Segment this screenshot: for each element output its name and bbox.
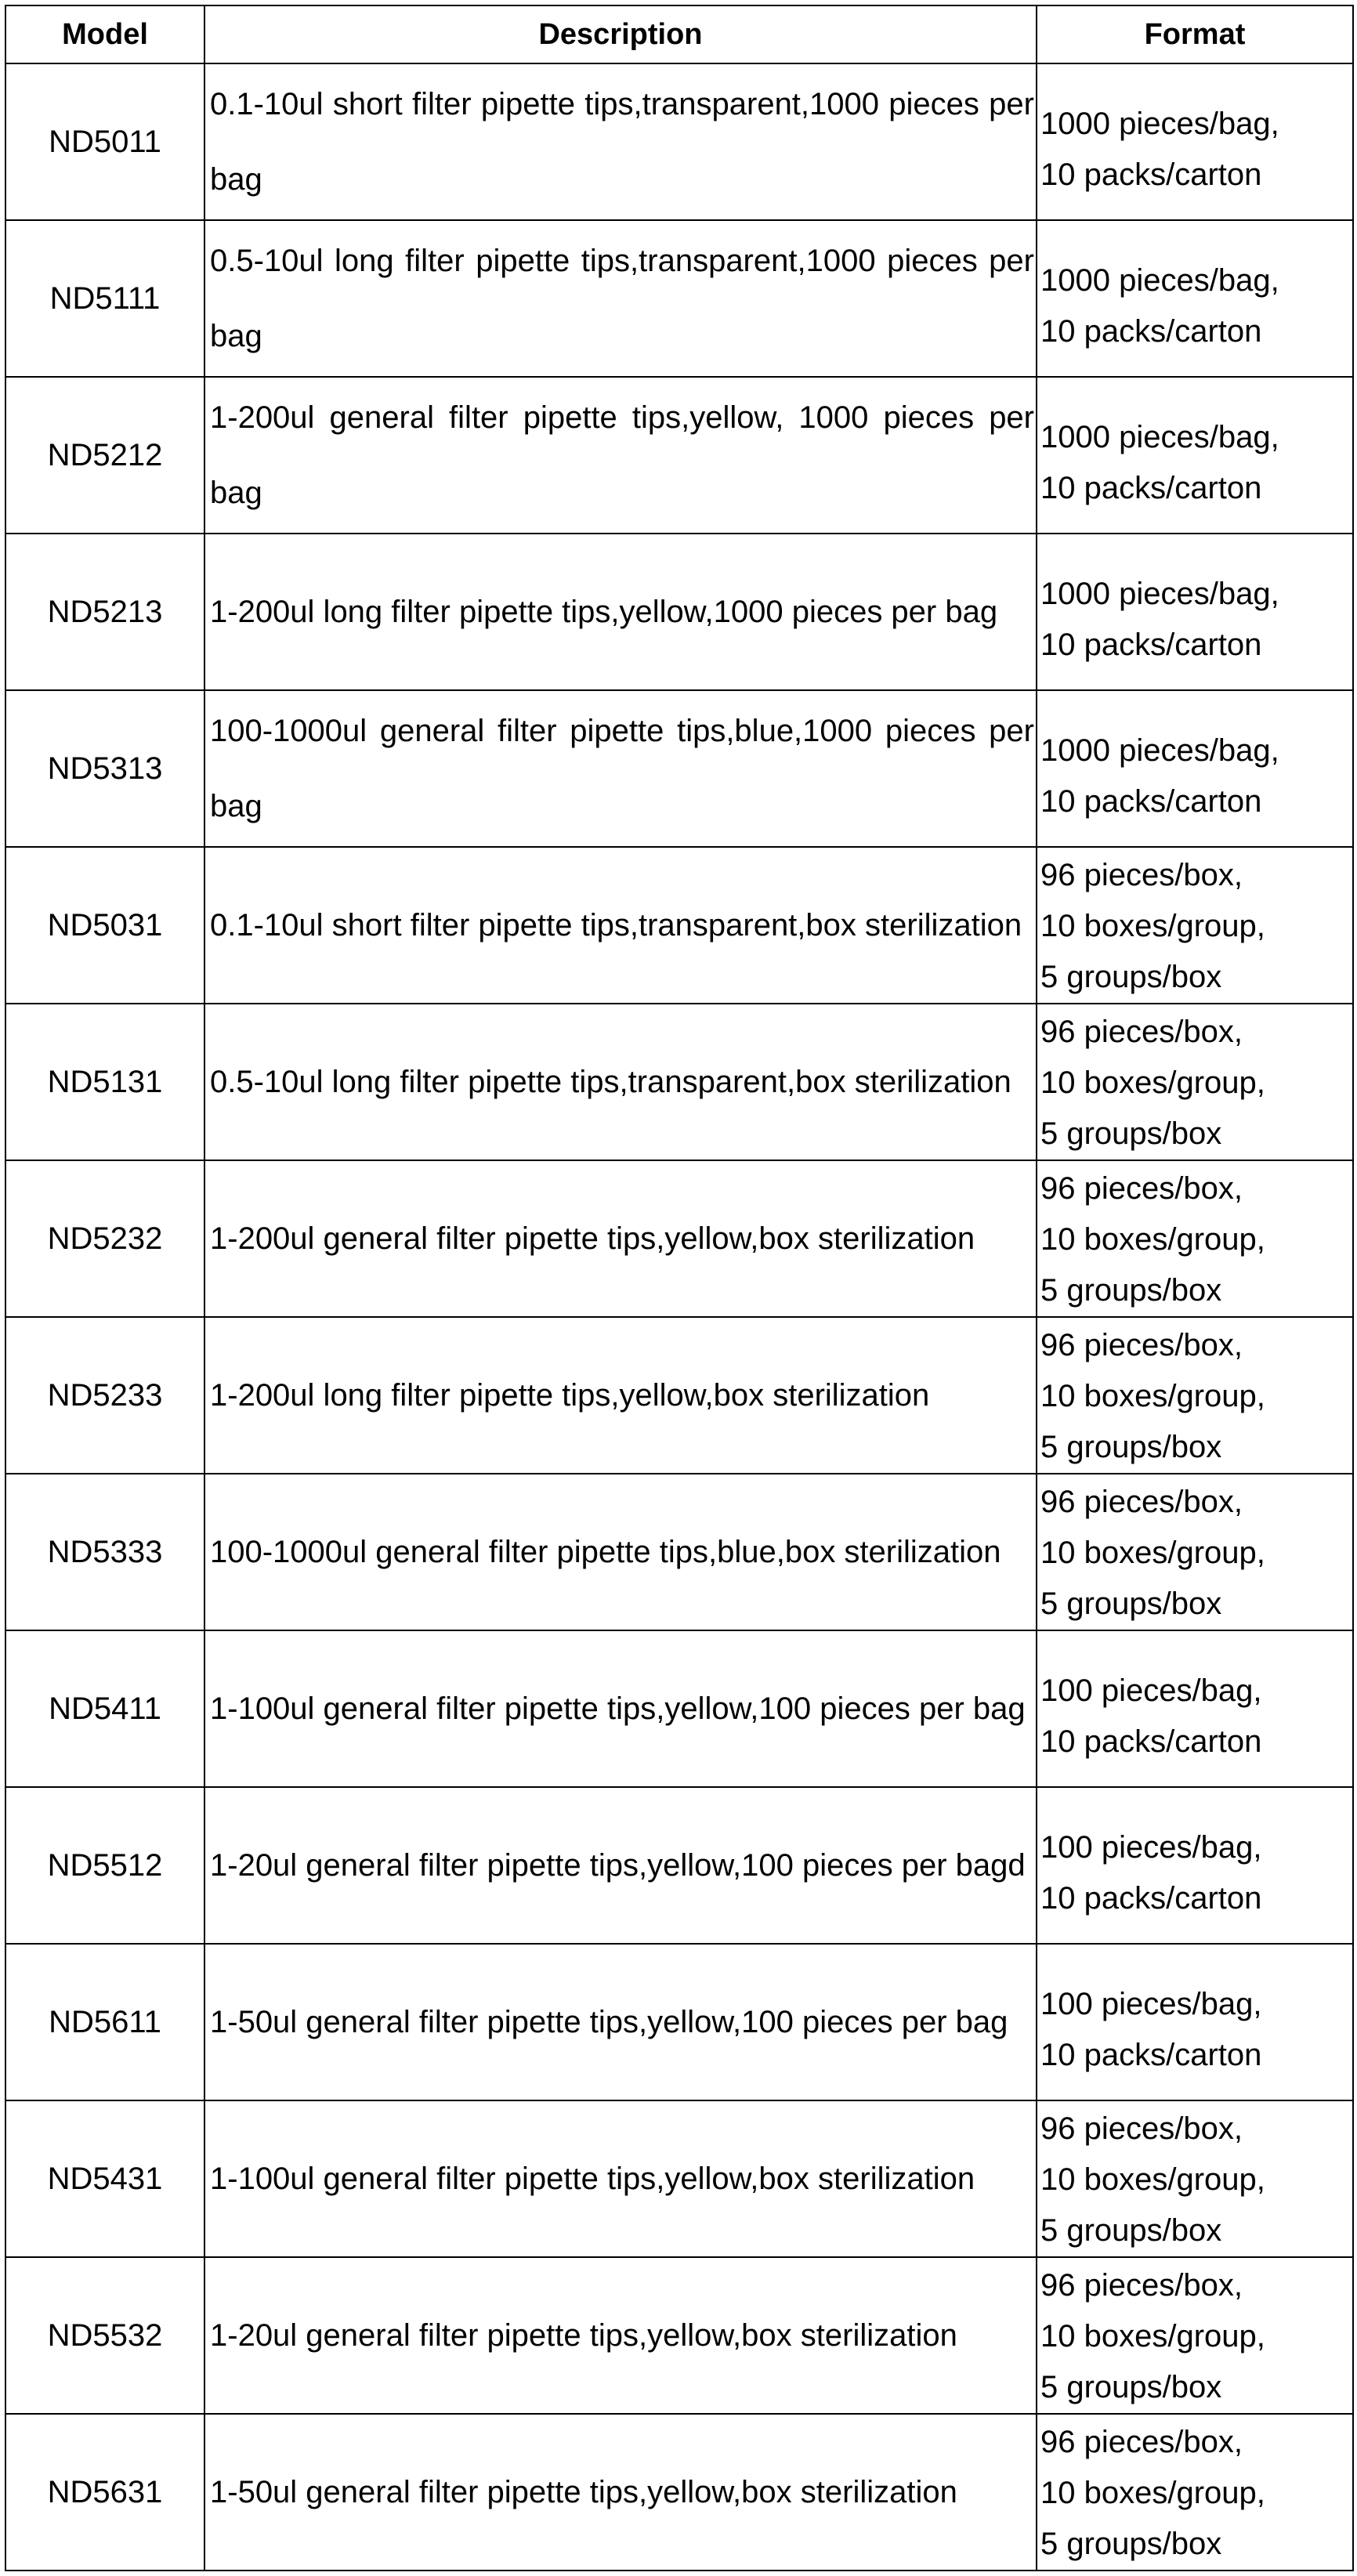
format-line: 100 pieces/bag,: [1040, 1673, 1262, 1708]
format-line: 5 groups/box: [1040, 1429, 1222, 1464]
description-cell: 1-50ul general filter pipette tips,yellow,100 pieces per bag: [204, 1944, 1037, 2100]
format-line: 5 groups/box: [1040, 1586, 1222, 1621]
table-row: [5, 1474, 1353, 1630]
description-cell: 1-200ul general filter pipette tips,yellow,box sterilization: [204, 1160, 1037, 1317]
table-row: [5, 2100, 1353, 2257]
format-lines: [1040, 1319, 1352, 1473]
format-cell: [1037, 2100, 1353, 2257]
format-line: 5 groups/box: [1040, 2212, 1222, 2248]
format-line: 10 packs/carton: [1040, 1724, 1262, 1759]
model-cell: ND5411: [5, 1630, 204, 1787]
table-row: [5, 2414, 1353, 2571]
format-line: 96 pieces/box,: [1040, 1484, 1243, 1519]
model-cell: ND5131: [5, 1004, 204, 1160]
model-cell: ND5611: [5, 1944, 204, 2100]
format-line: 10 packs/carton: [1040, 628, 1262, 662]
format-line: 5 groups/box: [1040, 1272, 1222, 1308]
format-cell: [1037, 534, 1353, 690]
header-model: Model: [5, 5, 204, 63]
model-cell: ND5431: [5, 2100, 204, 2257]
format-line: 96 pieces/box,: [1040, 1014, 1243, 1049]
description-cell: 0.5-10ul long filter pipette tips,transparent,1000 pieces per bag: [204, 220, 1037, 377]
format-line: 10 boxes/group,: [1040, 2162, 1265, 2197]
format-line: 10 boxes/group,: [1040, 2475, 1265, 2510]
description-cell: 100-1000ul general filter pipette tips,blue,1000 pieces per bag: [204, 690, 1037, 847]
format-lines: [1040, 396, 1352, 514]
model-cell: ND5532: [5, 2257, 204, 2414]
format-lines: [1040, 1650, 1352, 1767]
table-row: [5, 1004, 1353, 1160]
format-lines: [1040, 1005, 1352, 1160]
format-line: 100 pieces/bag,: [1040, 1830, 1262, 1865]
format-lines: [1040, 1807, 1352, 1924]
model-cell: ND5233: [5, 1317, 204, 1474]
table-row: [5, 534, 1353, 690]
format-line: 1000 pieces/bag,: [1040, 107, 1279, 141]
model-cell: ND5212: [5, 377, 204, 534]
description-cell: 1-20ul general filter pipette tips,yellow,box sterilization: [204, 2257, 1037, 2414]
table-row: [5, 63, 1353, 220]
format-line: 96 pieces/box,: [1040, 1170, 1243, 1206]
header-description: Description: [204, 5, 1037, 63]
format-line: 10 packs/carton: [1040, 1881, 1262, 1916]
format-cell: [1037, 1474, 1353, 1630]
format-line: 5 groups/box: [1040, 2369, 1222, 2404]
format-line: 10 boxes/group,: [1040, 908, 1265, 943]
format-line: 96 pieces/box,: [1040, 1327, 1243, 1362]
table-row: [5, 220, 1353, 377]
format-cell: [1037, 220, 1353, 377]
format-line: 10 boxes/group,: [1040, 2318, 1265, 2353]
format-line: 1000 pieces/bag,: [1040, 420, 1279, 454]
format-cell: [1037, 1944, 1353, 2100]
format-cell: [1037, 1317, 1353, 1474]
model-cell: ND5213: [5, 534, 204, 690]
format-line: 10 packs/carton: [1040, 2038, 1262, 2072]
format-line: 5 groups/box: [1040, 959, 1222, 994]
description-cell: 0.1-10ul short filter pipette tips,transparent,1000 pieces per bag: [204, 63, 1037, 220]
format-cell: [1037, 377, 1353, 534]
format-line: 1000 pieces/bag,: [1040, 577, 1279, 611]
table-header: [5, 5, 1353, 63]
format-lines: [1040, 710, 1352, 827]
table-row: [5, 847, 1353, 1004]
format-line: 10 packs/carton: [1040, 471, 1262, 505]
product-table: [5, 5, 1354, 2571]
model-cell: ND5011: [5, 63, 204, 220]
format-lines: [1040, 2415, 1352, 2570]
format-lines: [1040, 1162, 1352, 1316]
description-cell: 100-1000ul general filter pipette tips,blue,box sterilization: [204, 1474, 1037, 1630]
table-body: [5, 63, 1353, 2571]
model-cell: ND5111: [5, 220, 204, 377]
description-cell: 1-100ul general filter pipette tips,yellow,box sterilization: [204, 2100, 1037, 2257]
format-line: 1000 pieces/bag,: [1040, 733, 1279, 768]
table-row: [5, 1160, 1353, 1317]
format-line: 96 pieces/box,: [1040, 2111, 1243, 2146]
format-line: 10 boxes/group,: [1040, 1378, 1265, 1413]
format-line: 10 boxes/group,: [1040, 1065, 1265, 1100]
table-row: [5, 1787, 1353, 1944]
model-cell: ND5313: [5, 690, 204, 847]
table-row: [5, 1317, 1353, 1474]
header-format: Format: [1037, 5, 1353, 63]
format-lines: [1040, 2259, 1352, 2413]
format-cell: [1037, 1630, 1353, 1787]
model-cell: ND5512: [5, 1787, 204, 1944]
format-lines: [1040, 1963, 1352, 2081]
table-row: [5, 1630, 1353, 1787]
model-cell: ND5232: [5, 1160, 204, 1317]
description-cell: 0.5-10ul long filter pipette tips,transparent,box sterilization: [204, 1004, 1037, 1160]
format-cell: [1037, 63, 1353, 220]
format-cell: [1037, 2414, 1353, 2571]
format-line: 10 packs/carton: [1040, 157, 1262, 192]
header-row: [5, 5, 1353, 63]
table-row: [5, 690, 1353, 847]
format-cell: [1037, 690, 1353, 847]
format-line: 96 pieces/box,: [1040, 857, 1243, 892]
format-lines: [1040, 240, 1352, 357]
format-cell: [1037, 1787, 1353, 1944]
format-cell: [1037, 1160, 1353, 1317]
format-cell: [1037, 1004, 1353, 1160]
description-cell: 1-20ul general filter pipette tips,yellow,100 pieces per bagd: [204, 1787, 1037, 1944]
format-line: 10 boxes/group,: [1040, 1221, 1265, 1257]
table-row: [5, 377, 1353, 534]
table-row: [5, 2257, 1353, 2414]
description-cell: 0.1-10ul short filter pipette tips,transparent,box sterilization: [204, 847, 1037, 1004]
format-line: 100 pieces/bag,: [1040, 1987, 1262, 2021]
format-lines: [1040, 83, 1352, 201]
format-line: 5 groups/box: [1040, 2526, 1222, 2561]
format-line: 5 groups/box: [1040, 1116, 1222, 1151]
format-lines: [1040, 2102, 1352, 2256]
format-cell: [1037, 847, 1353, 1004]
format-cell: [1037, 2257, 1353, 2414]
description-cell: 1-200ul long filter pipette tips,yellow,1000 pieces per bag: [204, 534, 1037, 690]
model-cell: ND5031: [5, 847, 204, 1004]
format-line: 96 pieces/box,: [1040, 2267, 1243, 2303]
format-line: 96 pieces/box,: [1040, 2424, 1243, 2459]
format-line: 10 boxes/group,: [1040, 1535, 1265, 1570]
model-cell: ND5631: [5, 2414, 204, 2571]
format-line: 1000 pieces/bag,: [1040, 263, 1279, 298]
format-lines: [1040, 848, 1352, 1003]
format-line: 10 packs/carton: [1040, 784, 1262, 819]
description-cell: 1-200ul general filter pipette tips,yellow, 1000 pieces per bag: [204, 377, 1037, 534]
model-cell: ND5333: [5, 1474, 204, 1630]
description-cell: 1-100ul general filter pipette tips,yellow,100 pieces per bag: [204, 1630, 1037, 1787]
format-lines: [1040, 1475, 1352, 1630]
description-cell: 1-50ul general filter pipette tips,yellow,box sterilization: [204, 2414, 1037, 2571]
format-lines: [1040, 553, 1352, 671]
format-line: 10 packs/carton: [1040, 314, 1262, 349]
description-cell: 1-200ul long filter pipette tips,yellow,box sterilization: [204, 1317, 1037, 1474]
table-row: [5, 1944, 1353, 2100]
